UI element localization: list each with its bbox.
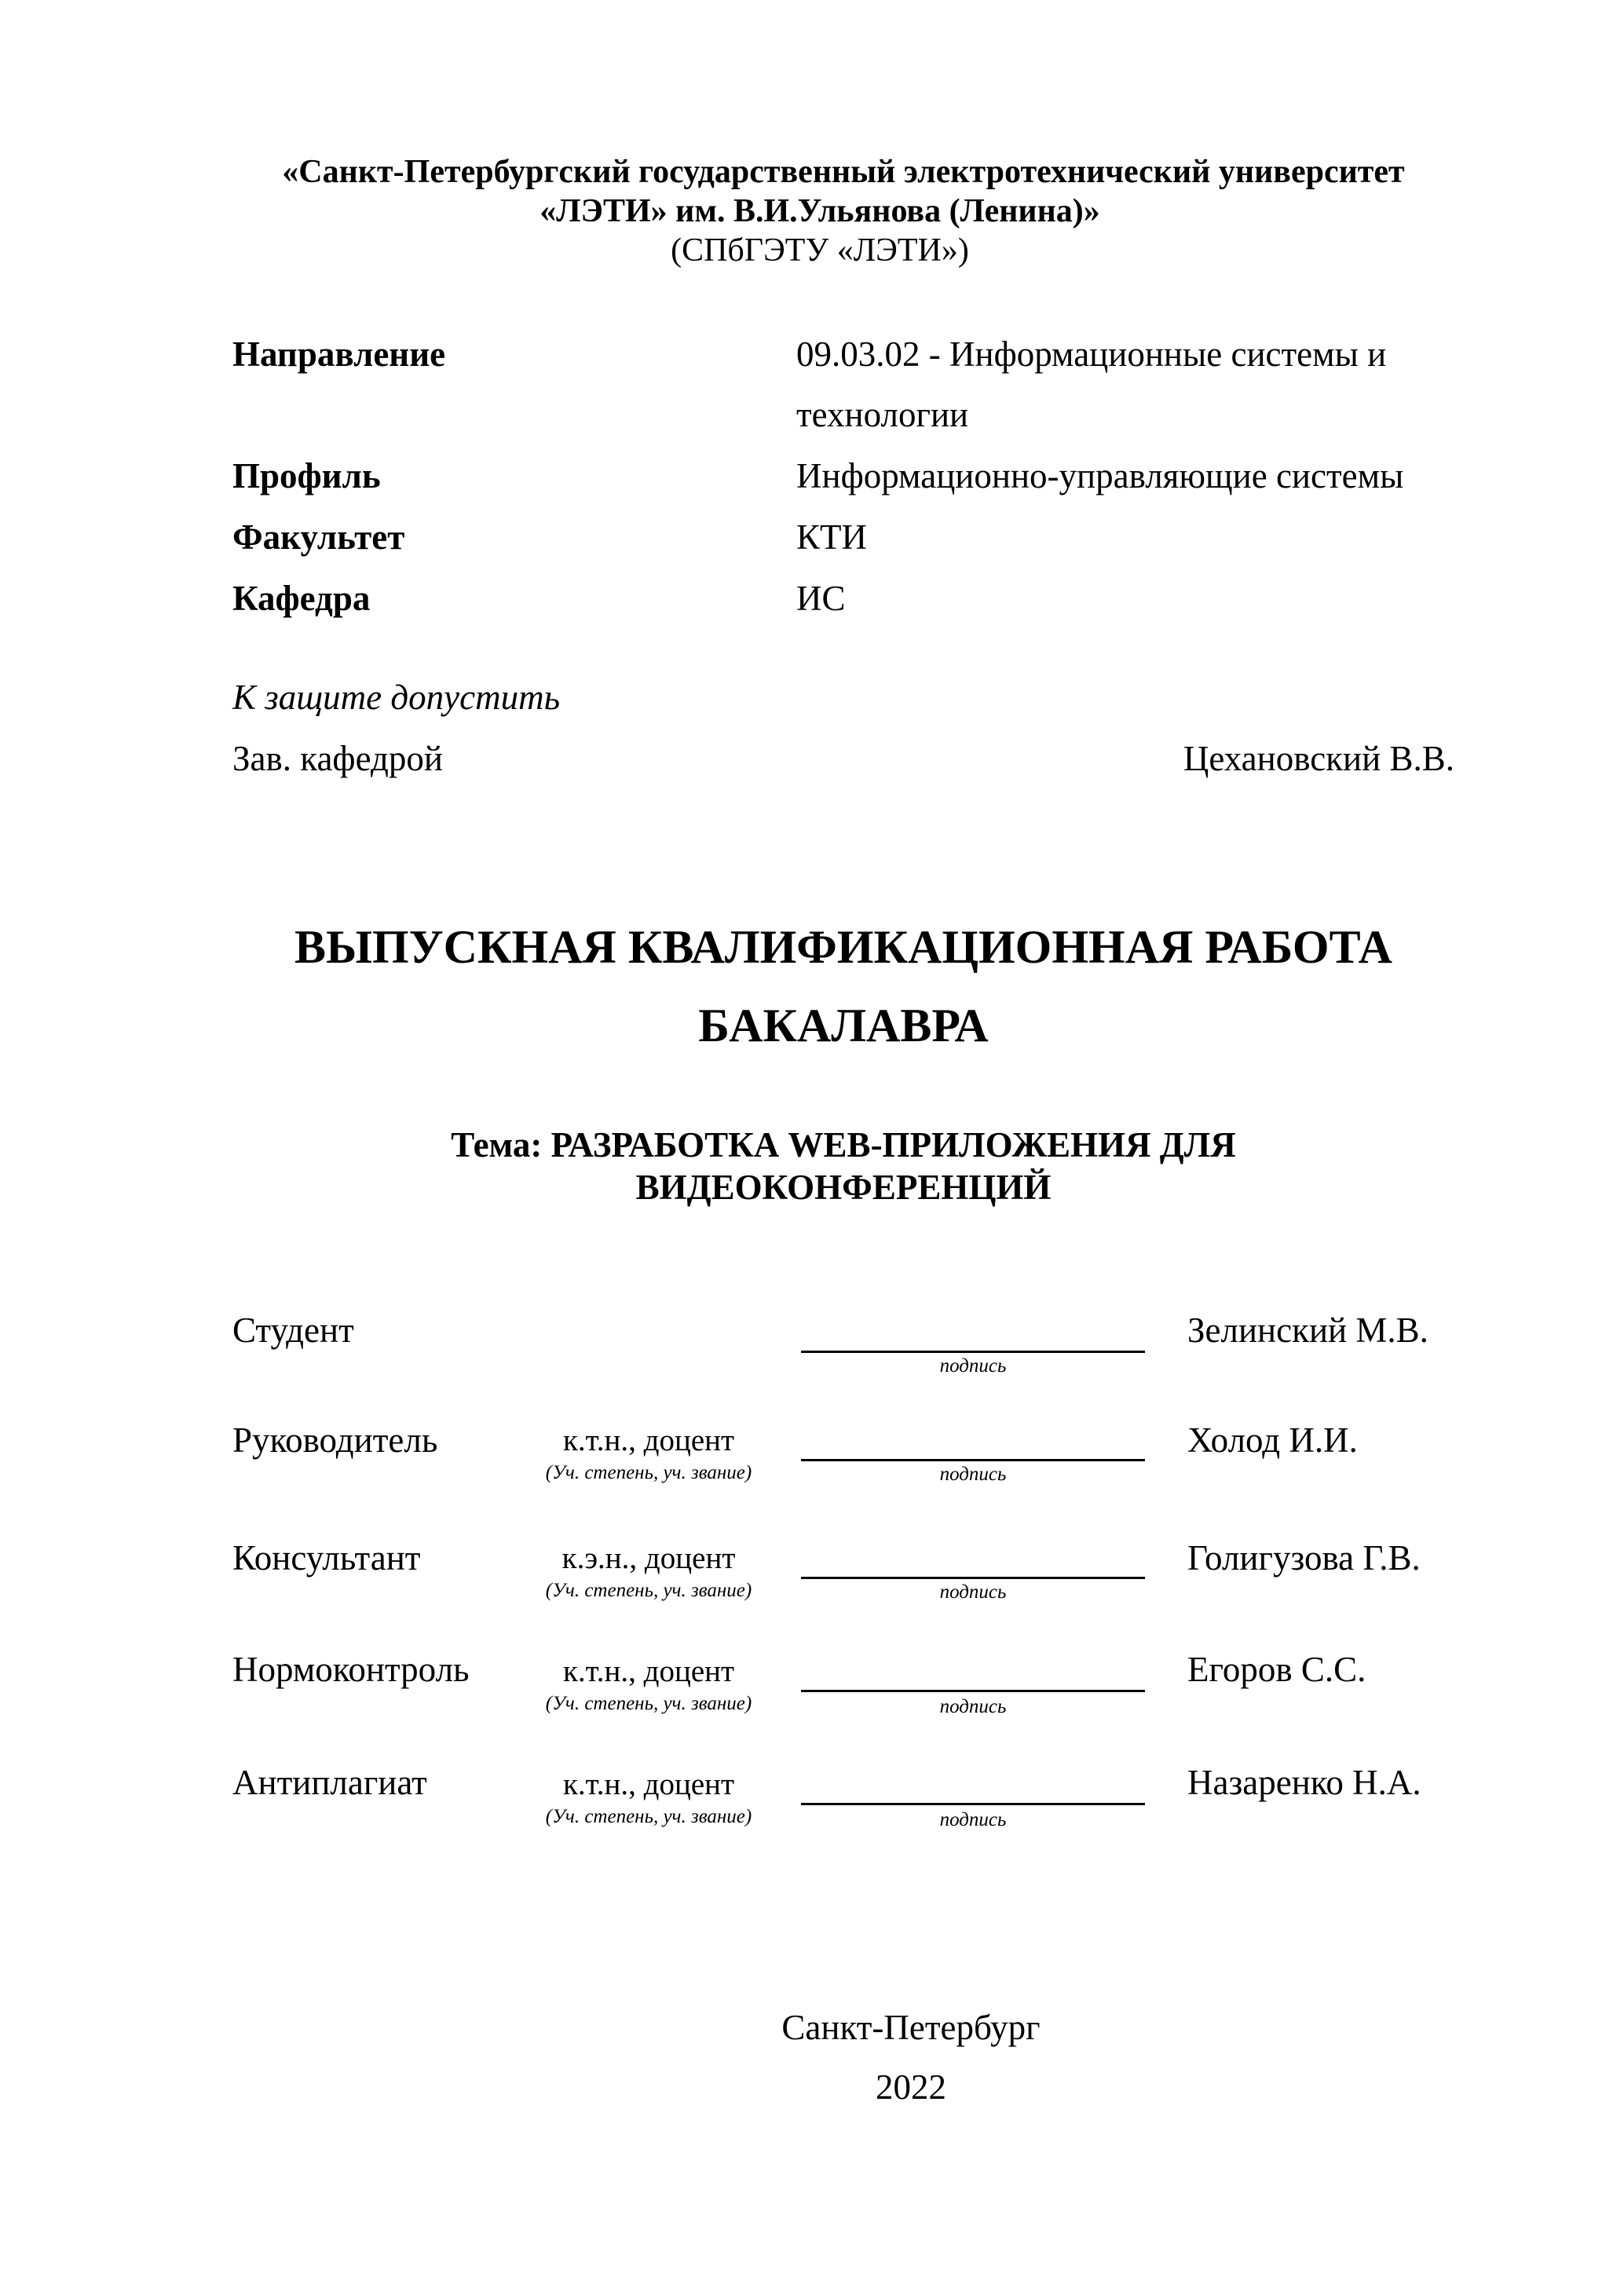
signatory-name: Егоров С.С. [1187,1650,1366,1689]
direction-value-line2: технологии [796,395,969,434]
document-title-line2: БАКАЛАВРА [698,1000,989,1051]
signature-caption: подпись [939,1355,1007,1377]
profile-label: Профиль [232,456,381,495]
topic-line2: ВИДЕОКОНФЕРЕНЦИЙ [635,1168,1052,1207]
admit-text: К защите допустить [232,678,561,717]
direction-value-line1: 09.03.02 - Информационные системы и [796,335,1387,374]
signatory-name: Холод И.И. [1187,1420,1358,1460]
signature-role: Студент [232,1311,354,1350]
academic-rank: к.т.н., доцент [562,1654,735,1688]
signature-caption: подпись [939,1809,1007,1830]
signature-role: Антиплагиат [232,1763,427,1802]
signatory-name: Голигузова Г.В. [1187,1538,1421,1578]
university-abbrev: (СПбГЭТУ «ЛЭТИ») [671,232,969,269]
academic-rank-caption: (Уч. степень, уч. звание) [545,1693,752,1714]
academic-rank: к.э.н., доцент [561,1541,736,1575]
signature-role: Консультант [232,1538,421,1578]
signature-line [801,1803,1145,1805]
signature-caption: подпись [939,1581,1007,1603]
department-value: ИС [796,579,846,618]
document-title-line1: ВЫПУСКНАЯ КВАЛИФИКАЦИОННАЯ РАБОТА [294,921,1392,973]
signature-line [801,1459,1145,1461]
academic-rank: к.т.н., доцент [562,1768,735,1801]
signature-line [801,1577,1145,1579]
signature-line [801,1690,1145,1692]
university-name-line1: «Санкт-Петербургский государственный электротехнический университет [282,154,1405,190]
profile-value: Информационно-управляющие системы [796,456,1404,495]
signature-caption: подпись [939,1696,1007,1717]
topic-line1: Тема: РАЗРАБОТКА WEB-ПРИЛОЖЕНИЯ ДЛЯ [451,1125,1236,1164]
faculty-label: Факультет [232,517,405,557]
year: 2022 [876,2067,946,2107]
signature-caption: подпись [939,1464,1007,1485]
signature-role: Нормоконтроль [232,1650,470,1689]
head-of-department-name: Цехановский В.В. [1183,739,1454,778]
direction-label: Направление [232,335,446,374]
academic-rank-caption: (Уч. степень, уч. звание) [545,1462,752,1483]
academic-rank: к.т.н., доцент [562,1424,735,1457]
signatory-name: Назаренко Н.А. [1187,1763,1421,1802]
faculty-value: КТИ [796,517,867,557]
academic-rank-caption: (Уч. степень, уч. звание) [545,1580,752,1601]
department-label: Кафедра [232,579,371,618]
university-name-line2: «ЛЭТИ» им. В.И.Ульянова (Ленина)» [540,193,1100,229]
university-header [0,152,1624,270]
city: Санкт-Петербург [781,2008,1041,2047]
head-of-department-label: Зав. кафедрой [232,739,443,778]
academic-rank-caption: (Уч. степень, уч. звание) [545,1806,752,1827]
signature-role: Руководитель [232,1420,438,1460]
signatory-name: Зелинский М.В. [1187,1311,1428,1350]
signature-line [801,1351,1145,1353]
